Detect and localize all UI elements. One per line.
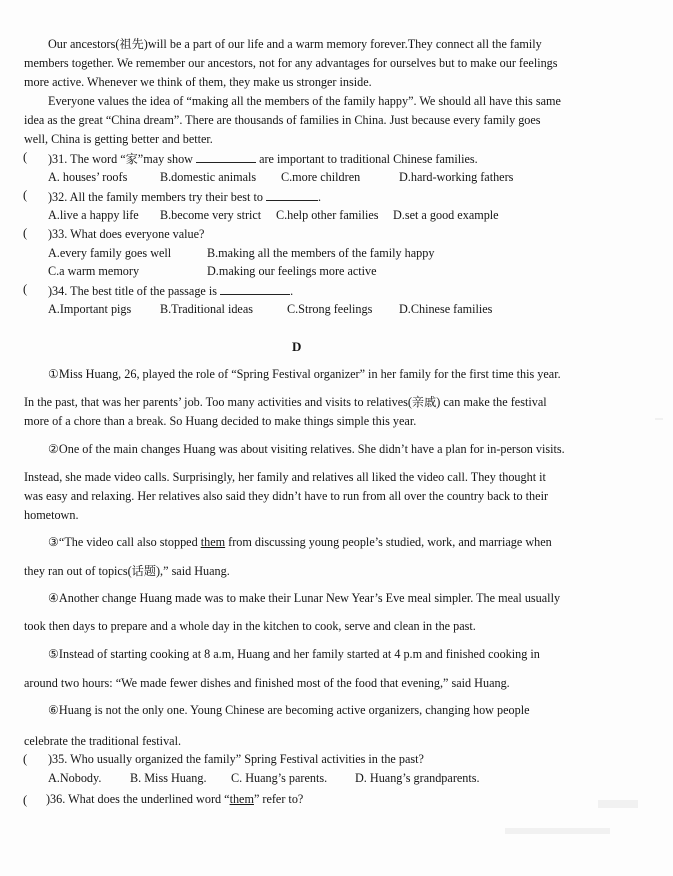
q31-paren: ( <box>23 150 28 164</box>
q31-option-c[interactable]: C.more children <box>281 170 361 184</box>
passage-d-p3-line2: they ran out of topics(话题),” said Huang. <box>24 564 230 578</box>
q36-stem-b: ” refer to? <box>253 792 304 806</box>
q34-option-b[interactable]: B.Traditional ideas <box>160 302 253 316</box>
q32-stem <box>48 189 321 205</box>
q35-paren: ( <box>23 752 28 766</box>
q32-option-d[interactable]: D.set a good example <box>393 208 499 222</box>
passage-d-p2-line4: hometown. <box>24 508 79 522</box>
q31-option-d[interactable]: D.hard-working fathers <box>399 170 514 184</box>
passage-d-p2-line3: was easy and relaxing. Her relatives also said they didn’t have to run from all over the country back to their <box>24 489 549 503</box>
q32-answer-blank[interactable] <box>266 189 318 201</box>
q31-stem-a: )31. The word “家”may show <box>48 152 193 166</box>
q31-stem <box>48 151 478 167</box>
q34-answer-blank[interactable] <box>220 283 290 295</box>
q34-stem-a: )34. The best title of the passage is <box>48 284 218 298</box>
q33-option-c[interactable]: C.a warm memory <box>48 264 140 278</box>
passage-d-p4-line1: ④Another change Huang made was to make their Lunar New Year’s Eve meal simpler. The meal usually <box>48 591 561 605</box>
q35-option-c[interactable]: C. Huang’s parents. <box>231 771 328 785</box>
q32-option-c[interactable]: C.help other families <box>276 208 379 222</box>
q33-paren: ( <box>23 226 28 240</box>
q35-option-d[interactable]: D. Huang’s grandparents. <box>355 771 480 785</box>
passage-d-p1-line1: ①Miss Huang, 26, played the role of “Spring Festival organizer” in her family for the first time this year. <box>48 367 561 381</box>
scan-smudge <box>505 828 610 834</box>
section-d-heading: D <box>292 339 302 354</box>
q33-option-d[interactable]: D.making our feelings more active <box>207 264 377 278</box>
passage-d-p3-line1 <box>48 535 552 550</box>
q31-option-a[interactable]: A. houses’ roofs <box>48 170 128 184</box>
q35-option-b[interactable]: B. Miss Huang. <box>130 771 207 785</box>
passage-c-p1-line2: members together. We remember our ancestors, not for any advantages for ourselves but to make our feelings <box>24 56 558 70</box>
q31-answer-blank[interactable] <box>196 151 256 163</box>
passage-d-p3-b: from discussing young people’s studied, work, and marriage when <box>228 535 552 549</box>
passage-c-p2-line2: idea as the great “China dream”. There are thousands of families in China. Just because every family goes <box>24 113 541 127</box>
passage-d-p3-a: ③“The video call also stopped <box>48 535 198 549</box>
passage-d-p2-line1: ②One of the main changes Huang was about visiting relatives. She didn’t have a plan for in-person visits. <box>48 442 565 456</box>
passage-c-p2-line1: Everyone values the idea of “making all the members of the family happy”. We should all have this same <box>48 94 561 108</box>
passage-d-p1-line2: In the past, that was her parents’ job. Too many activities and visits to relatives(亲戚) can make the festival <box>24 395 547 409</box>
q32-paren: ( <box>23 188 28 202</box>
passage-c-p2-line3: well, China is getting better and better. <box>24 132 213 146</box>
q35-option-a[interactable]: A.Nobody. <box>48 771 102 785</box>
q33-option-b[interactable]: B.making all the members of the family happy <box>207 246 435 260</box>
q35-stem: )35. Who usually organized the family” Spring Festival activities in the past? <box>48 752 424 766</box>
scan-mark <box>655 418 663 420</box>
q32-option-a[interactable]: A.live a happy life <box>48 208 139 222</box>
q34-option-a[interactable]: A.Important pigs <box>48 302 132 316</box>
q32-stem-b: . <box>317 190 322 204</box>
q34-option-d[interactable]: D.Chinese families <box>399 302 493 316</box>
q31-option-b[interactable]: B.domestic animals <box>160 170 257 184</box>
q34-option-c[interactable]: C.Strong feelings <box>287 302 373 316</box>
passage-d-p2-line2: Instead, she made video calls. Surprisingly, her family and relatives all liked the video call. They thought it <box>24 470 546 484</box>
passage-d-p5-line1: ⑤Instead of starting cooking at 8 a.m, Huang and her family started at 4 p.m and finished cooking in <box>48 647 540 661</box>
passage-c-p1-line3: more active. Whenever we think of them, they make us stronger inside. <box>24 75 372 89</box>
scan-smudge <box>598 800 638 808</box>
q33-option-a[interactable]: A.every family goes well <box>48 246 172 260</box>
passage-d-p4-line2: took then days to prepare and a whole day in the kitchen to cook, serve and clean in the past. <box>24 619 476 633</box>
passage-d-p6-line2: celebrate the traditional festival. <box>24 734 182 748</box>
q31-stem-b: are important to traditional Chinese families. <box>259 152 478 166</box>
passage-c-p1-line1: Our ancestors(祖先)will be a part of our life and a warm memory forever.They connect all the family <box>48 37 542 51</box>
q32-option-b[interactable]: B.become very strict <box>160 208 262 222</box>
q33-stem: )33. What does everyone value? <box>48 227 205 241</box>
q36-stem <box>46 792 303 807</box>
q36-paren: ( <box>23 793 28 807</box>
q36-underlined-them: them <box>229 792 254 806</box>
passage-d-p1-line3: more of a chore than a break. So Huang decided to make things simple this year. <box>24 414 417 428</box>
q34-paren: ( <box>23 282 28 296</box>
q34-stem-b: . <box>290 284 294 298</box>
passage-d-p5-line2: around two hours: “We made fewer dishes and finished most of the food that evening,” said Huang. <box>24 676 510 690</box>
underlined-word-them: them <box>200 535 226 549</box>
q32-stem-a: )32. All the family members try their best to <box>48 190 263 204</box>
q34-stem <box>48 283 293 299</box>
q36-stem-a: )36. What does the underlined word “ <box>46 792 230 806</box>
passage-d-p6-line1: ⑥Huang is not the only one. Young Chinese are becoming active organizers, changing how people <box>48 703 530 717</box>
